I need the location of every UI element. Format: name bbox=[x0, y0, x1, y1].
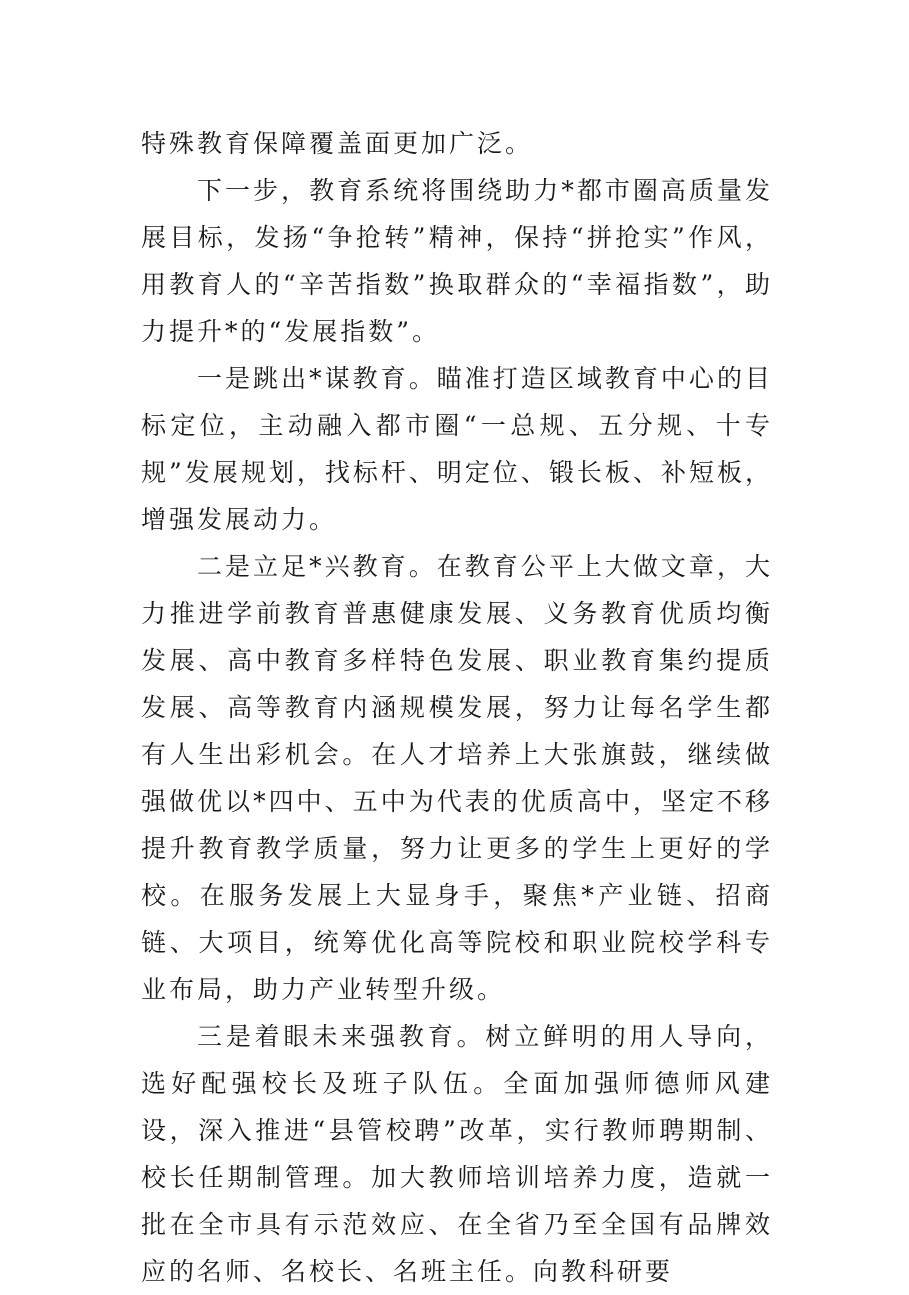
paragraph-next-steps: 下一步，教育系统将围绕助力*都市圈高质量发展目标，发扬“争抢转”精神，保持“拼抢实”作风，用教育人的“辛苦指数”换取群众的“幸福指数”，助力提升*的“发展指数”。 bbox=[141, 176, 773, 346]
document-body bbox=[141, 120, 773, 1295]
paragraph-point-one: 一是跳出*谋教育。瞄准打造区域教育中心的目标定位，主动融入都市圈“一总规、五分规、十专规”发展规划，找标杆、明定位、锻长板、补短板，增强发展动力。 bbox=[141, 364, 773, 534]
paragraph-point-two: 二是立足*兴教育。在教育公平上大做文章，大力推进学前教育普惠健康发展、义务教育优质均衡发展、高中教育多样特色发展、职业教育集约提质发展、高等教育内涵规模发展，努力让每名学生都有人生出彩机会。在人才培养上大张旗鼓，继续做强做优以*四中、五中为代表的优质高中，坚定不移提升教育教学质量，努力让更多的学生上更好的学校。在服务发展上大显身手，聚焦*产业链、招商链、大项目，统筹优化高等院校和职业院校学科专业布局，助力产业转型升级。 bbox=[141, 552, 773, 1004]
paragraph-continuation: 特殊教育保障覆盖面更加广泛。 bbox=[141, 129, 534, 158]
paragraph-point-three: 三是着眼未来强教育。树立鲜明的用人导向，选好配强校长及班子队伍。全面加强师德师风建设，深入推进“县管校聘”改革，实行教师聘期制、校长任期制管理。加大教师培训培养力度，造就一批在全市具有示范效应、在全省乃至全国有品牌效应的名师、名校长、名班主任。向教科研要 bbox=[141, 1022, 773, 1286]
